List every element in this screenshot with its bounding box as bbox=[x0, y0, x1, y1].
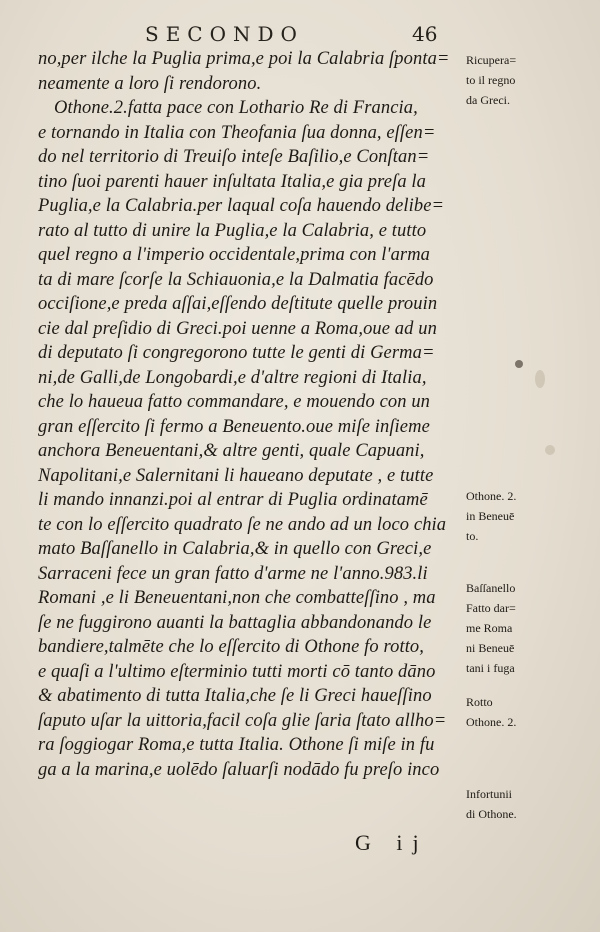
sidenote-line: di Othone. bbox=[466, 807, 517, 821]
sidenote-line: to. bbox=[466, 529, 479, 543]
text-line: gran eſſercito ſi fermo a Beneuento.oue miſe inſieme bbox=[38, 416, 430, 437]
text-line: ſe ne fuggirono auanti la battaglia abbandonando le bbox=[38, 612, 432, 633]
paper-stain bbox=[545, 445, 555, 455]
text-line: Othone.2.fatta pace con Lothario Re di Francia, bbox=[54, 98, 418, 118]
sidenote-line: ni Beneuē bbox=[466, 641, 515, 655]
sidenote-line: Rotto bbox=[466, 695, 493, 709]
text-line: Sarraceni fece un gran fatto d'arme ne l'anno.983.li bbox=[38, 563, 428, 584]
sidenote-line: me Roma bbox=[466, 621, 513, 635]
sidenote-othone-benevento bbox=[466, 486, 596, 546]
text-line: occiſione,e preda aſſai,eſſendo deſtitute quelle prouin bbox=[38, 294, 438, 314]
sidenote-line: tani i fuga bbox=[466, 661, 515, 675]
running-title: SECONDO bbox=[145, 22, 304, 46]
text-line: e tornando in Italia con Theofania ſua donna, eſſen= bbox=[38, 122, 436, 143]
signature-mark: G ij bbox=[355, 830, 429, 855]
text-line: ra ſoggiogar Roma,e tutta Italia. Othone ſi miſe in fu bbox=[38, 735, 435, 755]
sidenote-line: Ricupera= bbox=[466, 53, 517, 67]
text-line: anchora Beneuentani,& altre genti, quale Capuani, bbox=[38, 441, 425, 461]
sidenote-line: da Greci. bbox=[466, 93, 510, 107]
sidenote-recovery bbox=[466, 50, 596, 110]
sidenote-misfortunes bbox=[466, 784, 596, 824]
sidenote-line: in Beneuē bbox=[466, 509, 515, 523]
text-line: di deputato ſi congregorono tutte le genti di Germa= bbox=[38, 343, 435, 363]
text-line: e quaſi a l'ultimo eſterminio tutti morti cō tanto dāno bbox=[38, 661, 436, 682]
text-line: mato Baſſanello in Calabria,& in quello con Greci,e bbox=[38, 539, 432, 559]
text-line: quel regno a l'imperio occidentale,prima con l'arma bbox=[38, 245, 431, 265]
text-line: Napolitani,e Salernitani li haueano deputate , e tutte bbox=[38, 465, 434, 486]
text-line: Romani ,e li Beneuentani,non che combatteſſino , ma bbox=[38, 588, 436, 608]
text-line: tino ſuoi parenti hauer inſultata Italia,e gia preſa la bbox=[38, 171, 426, 192]
paper-stain bbox=[535, 370, 545, 388]
sidenote-line: Othone. 2. bbox=[466, 715, 517, 729]
text-line: Puglia,e la Calabria.per laqual coſa hauendo delibe= bbox=[38, 196, 445, 216]
text-line: ſaputo uſar la uittoria,facil coſa glie ſaria ſtato allho= bbox=[38, 710, 447, 731]
sidenote-line: Othone. 2. bbox=[466, 489, 517, 503]
text-line: cie dal preſidio di Greci.poi uenne a Roma,oue ad un bbox=[38, 318, 437, 339]
text-line: no,per ilche la Puglia prima,e poi la Calabria ſponta= bbox=[38, 49, 450, 69]
sidenote-bassanello bbox=[466, 578, 596, 678]
text-line: do nel territorio di Treuiſo inteſe Baſilio,e Conſtan= bbox=[38, 147, 430, 167]
sidenote-line: Fatto dar= bbox=[466, 601, 516, 615]
text-line: li mando innanzi.poi al entrar di Puglia ordinatamē bbox=[38, 490, 428, 510]
sidenote-line: Baſſanello bbox=[466, 581, 516, 595]
sidenote-defeat bbox=[466, 692, 596, 732]
text-line: rato al tutto di unire la Puglia,e la Calabria, e tutto bbox=[38, 220, 427, 241]
text-line: te con lo eſſercito quadrato ſe ne ando ad un loco chia bbox=[38, 514, 447, 535]
text-line: ga a la marina,e uolēdo ſaluarſi nodādo fu preſo inco bbox=[38, 759, 440, 780]
text-line: ni,de Galli,de Longobardi,e d'altre regioni di Italia, bbox=[38, 367, 427, 388]
sidenote-line: Infortunii bbox=[466, 787, 512, 801]
page-number: 46 bbox=[412, 22, 438, 46]
text-line: che lo haueua fatto commandare, e mouendo con un bbox=[38, 392, 431, 412]
text-line: bandiere,talmēte che lo eſſercito di Othone fo rotto, bbox=[38, 637, 425, 657]
sidenote-line: to il regno bbox=[466, 73, 516, 87]
text-line: neamente a loro ſi rendorono. bbox=[38, 73, 262, 94]
paper-stain bbox=[515, 360, 523, 368]
text-line: ta di mare ſcorſe la Schiauonia,e la Dalmatia facēdo bbox=[38, 269, 434, 290]
main-text-column bbox=[38, 47, 463, 782]
text-line: & abatimento di tutta Italia,che ſe li Greci haueſſino bbox=[38, 686, 432, 706]
